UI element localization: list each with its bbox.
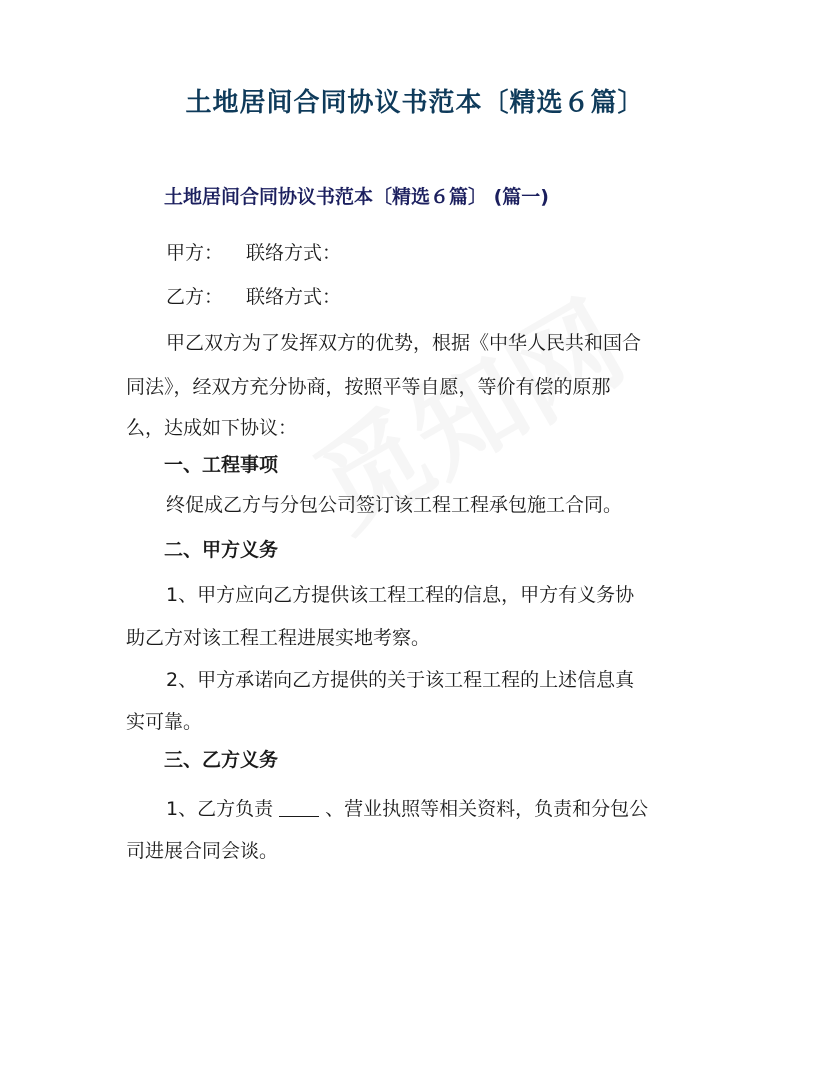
party-a-contact: 联络方式：: [246, 242, 342, 264]
section-2-item-2-line-2: 实可靠。: [126, 711, 203, 733]
party-b-contact: 联络方式：: [246, 286, 342, 308]
document-title: 土地居间合同协议书范本〔精选６篇〕: [185, 88, 645, 118]
section-3-item-1-line-2: 司进展合同会谈。: [126, 840, 279, 862]
section-2-item-1-line-1: 1、甲方应向乙方提供该工程工程的信息，甲方有义务协: [166, 584, 635, 606]
intro-line-1: 甲乙双方为了发挥双方的优势，根据《中华人民共和国合: [166, 332, 642, 354]
section-3-item-1-part-2: 、营业执照等相关资料，负责和分包公: [325, 798, 649, 820]
party-a-label: 甲方：: [166, 242, 224, 264]
fill-in-blank: [279, 798, 319, 817]
section-3-item-1-part-1: 1、乙方负责: [166, 798, 274, 820]
party-b-label: 乙方：: [166, 286, 224, 308]
intro-line-3: 么，达成如下协议：: [126, 417, 298, 439]
section-2-item-2-line-1: 2、甲方承诺向乙方提供的关于该工程工程的上述信息真: [166, 669, 635, 691]
section-1-text: 终促成乙方与分包公司签订该工程工程承包施工合同。: [166, 494, 623, 516]
section-3-heading: 三、乙方义务: [164, 749, 279, 771]
document-subtitle: 土地居间合同协议书范本〔精选６篇〕 (篇一): [164, 186, 549, 208]
intro-line-2: 同法》，经双方充分协商，按照平等自愿，等价有偿的原那: [126, 376, 611, 398]
section-3-item-1-line-1: [166, 794, 648, 821]
section-2-heading: 二、甲方义务: [164, 539, 279, 561]
section-2-item-1-line-2: 助乙方对该工程工程进展实地考察。: [126, 627, 431, 649]
section-1-heading: 一、工程事项: [164, 454, 279, 476]
